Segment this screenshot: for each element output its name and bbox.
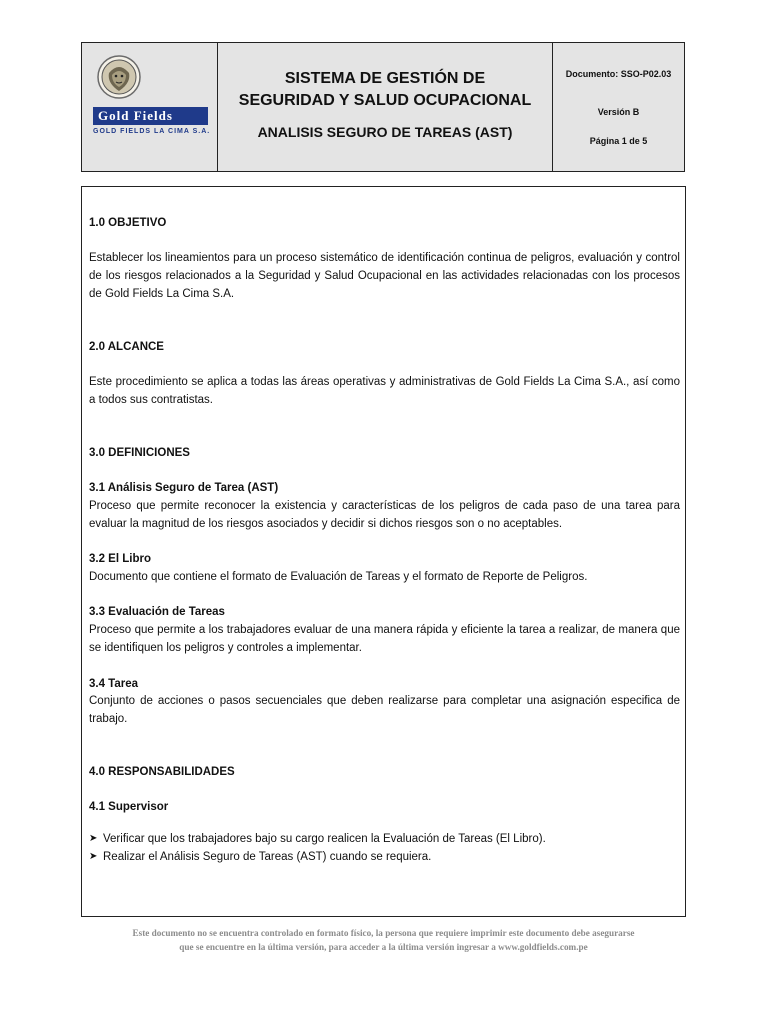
footer-line-1: Este documento no se encuentra controlado en formato físico, la persona que requiere imprimir este documento debe asegurarse (132, 928, 635, 938)
arrowhead-bullet-icon: ➤ (89, 833, 98, 844)
logo-wordmark: Gold Fields (93, 107, 208, 125)
paragraph-alcance: Este procedimiento se aplica a todas las áreas operativas y administrativas de Gold Fields La Cima S.A., así como a todos sus contratistas. (89, 376, 680, 406)
footer-line-2: que se encuentre en la última versión, para acceder a la última versión ingresar a www.goldfields.com.pe (179, 942, 588, 952)
document-code: Documento: SSO-P02.03 (565, 69, 672, 79)
document-body (81, 186, 686, 917)
list-item (89, 830, 680, 848)
document-footer-notice (81, 926, 686, 954)
definition-text-evaluacion: Proceso que permite a los trabajadores evaluar de una manera rápida y eficiente la tarea a realizar, de manera que se identifiquen los peligros y controles a implementar. (89, 624, 680, 654)
definition-title-tarea: 3.4 Tarea (89, 678, 139, 690)
list-item-text: Verificar que los trabajadores bajo su cargo realicen la Evaluación de Tareas (El Libro). (103, 833, 546, 845)
list-item-text: Realizar el Análisis Seguro de Tareas (AST) cuando se requiera. (103, 851, 432, 863)
paragraph-objetivo: Establecer los lineamientos para un proceso sistemático de identificación continua de peligros, evaluación y control de los riesgos relacionados a la Seguridad y Salud Ocupacional en las actividades relacionadas con los procesos de Gold Fields La Cima S.A. (89, 252, 680, 300)
section-heading-alcance: 2.0 ALCANCE (89, 341, 164, 353)
system-title-line2: SEGURIDAD Y SALUD OCUPACIONAL (238, 92, 532, 109)
document-header (81, 42, 685, 172)
supervisor-responsibilities-list (89, 830, 680, 866)
definition-text-libro: Documento que contiene el formato de Evaluación de Tareas y el formato de Reporte de Peligros. (89, 571, 588, 583)
system-title-line1: SISTEMA DE GESTIÓN DE (284, 70, 486, 87)
document-version: Versión B (597, 107, 640, 117)
system-title (218, 68, 552, 112)
definition-text-ast: Proceso que permite reconocer la existencia y características de los peligros de cada paso de una tarea para evaluar la magnitud de los riesgos asociados y decidir si dichos riesgos son o no aceptables. (89, 500, 680, 530)
definition-title-evaluacion: 3.3 Evaluación de Tareas (89, 606, 225, 618)
definition-title-libro: 3.2 El Libro (89, 553, 151, 565)
arrowhead-bullet-icon: ➤ (89, 851, 98, 862)
lion-crest-icon (97, 55, 141, 99)
list-item (89, 848, 680, 866)
document-subtitle: ANALISIS SEGURO DE TAREAS (AST) (257, 124, 513, 140)
section-heading-objetivo: 1.0 OBJETIVO (89, 217, 167, 229)
section-heading-responsabilidades: 4.0 RESPONSABILIDADES (89, 766, 235, 778)
definition-text-tarea: Conjunto de acciones o pasos secuenciales que deben realizarse para completar una asignación especifica de trabajo. (89, 695, 680, 725)
logo-subtitle: GOLD FIELDS LA CIMA S.A. (93, 128, 211, 135)
document-meta (553, 43, 684, 171)
page-number: Página 1 de 5 (589, 136, 648, 146)
section-heading-definiciones: 3.0 DEFINICIONES (89, 447, 190, 459)
definition-title-ast: 3.1 Análisis Seguro de Tarea (AST) (89, 482, 279, 494)
company-logo (82, 43, 218, 171)
header-title-block (218, 43, 553, 171)
responsibility-title-supervisor: 4.1 Supervisor (89, 801, 169, 813)
